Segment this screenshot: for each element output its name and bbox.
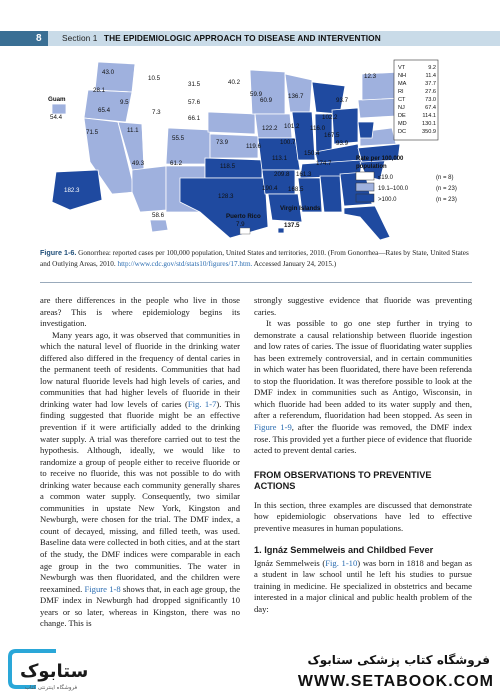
value-label: 66.1: [188, 115, 201, 122]
virgin-islands-block: [284, 222, 300, 229]
legend-label: >100.0: [378, 197, 397, 203]
region-pr: [240, 228, 250, 234]
svg-text:114.1: 114.1: [422, 113, 436, 119]
legend-swatch-high: [356, 194, 374, 202]
value-label: 58.6: [152, 212, 165, 219]
paragraph-text: ). This finding suggested that fluoride might be an effective prevention if it were artificially added to the drinking water supply. A trial was therefore carried out to test the hypothesis. Although, ideally, we would like to randomize a group of people either to receive fluoride or to receive no fluoride, this was not possible to do with drinking water because each community generally shares a common water supply. Consequently, two similar communities in upstate New York, Kingston and Newburgh, were chosen for the trial. The DMF index, a count of decayed, missing, and filled teeth, was used. Baseline data were collected in both cities, and at the start of the study, the DMF indices were comparable in each age group in the two communities. The water in Newburgh was then fluoridated, and the children were reexamined.: [40, 398, 240, 594]
value-label: 174.7: [316, 160, 332, 167]
legend-title: Rate per 100,000: [356, 156, 404, 162]
region-tx: [180, 178, 268, 238]
paragraph: strongly suggestive evidence that fluoride was preventing caries.: [254, 295, 472, 317]
paragraph: [40, 330, 240, 630]
section-heading: FROM OBSERVATIONS TO PREVENTIVE ACTIONS: [254, 469, 432, 492]
svg-text:67.4: 67.4: [425, 105, 436, 111]
value-label: 9.5: [120, 99, 129, 106]
caption-tail: Accessed January 24, 2015.): [253, 259, 337, 268]
map-legend: [356, 156, 457, 203]
footer-banner: [0, 645, 500, 700]
value-label: 161.3: [296, 171, 312, 178]
puerto-rico-label: Puerto Rico: [226, 213, 261, 220]
value-label: 12.3: [364, 73, 377, 80]
page-number: 8: [0, 31, 48, 46]
paragraph: [254, 318, 472, 457]
value-label: 136.7: [288, 93, 304, 100]
caption-link[interactable]: http://www.cdc.gov/std/stats10/figures/17.htm.: [117, 259, 253, 268]
caption-text: Gonorrhea: reported cases per 100,000 population, United States and territories, 2010. (From Gonorrhea—Rates by State, United States and Outlying Areas, 2010.: [40, 249, 469, 268]
chapter-title: THE EPIDEMIOLOGIC APPROACH TO DISEASE AND INTERVENTION: [103, 33, 381, 43]
svg-text:9.2: 9.2: [428, 65, 436, 71]
svg-text:37.7: 37.7: [425, 81, 436, 87]
value-label: 65.4: [98, 107, 111, 114]
legend-swatch-low: [356, 172, 374, 180]
svg-text:350.9: 350.9: [422, 129, 436, 135]
value-label: 102.2: [322, 114, 338, 121]
region-co: [166, 128, 210, 164]
value-label: 118.5: [220, 163, 236, 170]
value-label: 73.9: [216, 139, 229, 146]
svg-text:130.1: 130.1: [422, 121, 436, 127]
svg-text:73.0: 73.0: [425, 97, 436, 103]
value-label: 61.2: [170, 160, 183, 167]
svg-text:NJ: NJ: [398, 105, 405, 111]
value-label: 209.8: [274, 171, 290, 178]
svg-text:MA: MA: [398, 81, 407, 87]
figure-link[interactable]: Figure 1-8: [84, 583, 121, 594]
svg-text:11.4: 11.4: [425, 73, 436, 79]
store-name: فروشگاه کتاب پزشکی ستابوک: [307, 653, 490, 667]
gonorrhea-map-figure: [40, 52, 470, 242]
value-label: 93.7: [336, 97, 349, 104]
value-label: 31.5: [188, 81, 201, 88]
value-label: 113.1: [272, 155, 288, 162]
region-az: [132, 166, 166, 212]
value-label: 101.2: [284, 123, 300, 130]
value-label: 10.5: [148, 75, 161, 82]
value-label: 116.0: [310, 125, 326, 132]
value-label: 60.9: [260, 97, 273, 104]
legend-label: 19.1–100.0: [378, 186, 409, 192]
value-label: 57.6: [188, 99, 201, 106]
paragraph-text: , after the fluoride was removed, the DMF index rose. This provided yet a further piece of evidence that fluoride acted to prevent dental caries.: [254, 422, 472, 456]
legend-swatch-mid: [356, 183, 374, 191]
guam-label: Guam: [48, 96, 66, 103]
section-label: Section 1: [62, 33, 98, 43]
store-url[interactable]: WWW.SETABOOK.COM: [297, 673, 494, 690]
value-label: 122.2: [262, 125, 278, 132]
guam-value: 54.4: [50, 114, 63, 121]
value-label: 40.2: [228, 79, 241, 86]
subsection-heading: 1. Ignáz Semmelweis and Childbed Fever: [254, 545, 434, 556]
legend-count: (n = 8): [436, 175, 454, 181]
legend-title-2: population: [356, 164, 387, 170]
header-bar: [48, 31, 500, 46]
region-guam: [52, 104, 66, 114]
virgin-islands-value: 137.5: [284, 222, 300, 229]
region-fl: [344, 206, 390, 240]
value-label: 7.3: [152, 109, 161, 116]
small-states-table: [394, 60, 438, 140]
figure-label: Figure 1-6.: [40, 248, 77, 257]
paragraph-text: ) was born in 1818 and began as a student in law school until he left his studies to pursue training in medicine. He specialized in obstetrics and became interested in a major clinical and public health problem of the day:: [254, 557, 472, 614]
region-al: [320, 176, 342, 212]
svg-text:NH: NH: [398, 73, 407, 79]
value-label: 182.3: [64, 187, 80, 194]
region-sd: [208, 90, 250, 114]
paragraph-text: It was possible to go one step further in trying to demonstrate a causal relationship between fluoride ingestion and low rates of caries. The issue of fluoridating water supplies has been extremely controversial, and in certain communities in which water has been fluoridated, there have been referenda to stop the fluoridation. It was therefore possible to look at the DMF index in communities such as Antigo, Wisconsin, in which fluoride had been added to its water supply and then, after a referendum, fluoridation had been stopped. As seen in: [254, 318, 472, 421]
left-column: [40, 295, 240, 630]
region-ut: [142, 124, 168, 164]
running-header: [0, 31, 500, 46]
right-column: [254, 295, 472, 616]
svg-text:VT: VT: [398, 65, 406, 71]
value-label: 28.1: [93, 87, 106, 94]
paragraph-text: Many years ago, it was observed that communities in which the natural level of fluoride in the drinking water differed also differed in the frequency of dental caries in the permanent teeth of residents. Communities that had low natural fluoride levels had high levels of caries, and communities that had higher levels of fluoride in their drinking water had low levels of caries (: [40, 329, 240, 409]
svg-text:DC: DC: [398, 129, 407, 135]
region-ne: [208, 112, 255, 134]
figure-link[interactable]: Fig. 1-10: [325, 557, 358, 568]
value-label: 190.4: [262, 185, 278, 192]
us-map: [40, 52, 470, 242]
svg-text:RI: RI: [398, 89, 404, 95]
value-label: 119.6: [246, 143, 262, 150]
region-pa: [358, 98, 396, 118]
value-label: 167.5: [324, 132, 340, 139]
figure-link[interactable]: Figure 1-9: [254, 422, 292, 433]
value-label: 168.5: [288, 186, 304, 193]
legend-count: (n = 23): [436, 197, 457, 203]
puerto-rico-value: 7.9: [236, 221, 245, 228]
region-mt: [153, 64, 210, 100]
paragraph: are there differences in the people who live in those areas? This is where epidemiology begins its investigation.: [40, 295, 240, 329]
value-label: 128.3: [218, 193, 234, 200]
figure-caption: [40, 248, 472, 269]
paragraph-text: shows that, in each age group, the DMF index in Newburgh had dropped significantly 10 years or so later, whereas in Kingston, there was no change. This is: [40, 583, 241, 629]
caption-divider: [40, 282, 472, 283]
figure-link[interactable]: Fig. 1-7: [187, 398, 217, 409]
value-label: 11.1: [127, 127, 139, 134]
region-or: [84, 90, 132, 122]
logo-text: ستابوک: [20, 661, 89, 682]
value-label: 150.4: [304, 150, 320, 157]
legend-count: (n = 23): [436, 186, 457, 192]
svg-text:MD: MD: [398, 121, 407, 127]
value-label: 93.9: [336, 140, 349, 147]
paragraph-text: Ignáz Semmelweis (: [254, 557, 326, 568]
virgin-islands-label: Virgin Islands: [280, 205, 321, 212]
region-hi: [150, 220, 168, 232]
svg-text:CT: CT: [398, 97, 406, 103]
value-label: 43.0: [102, 69, 115, 76]
value-label: 55.5: [172, 135, 185, 142]
value-label: 71.5: [86, 129, 99, 136]
legend-label: ≤19.0: [378, 175, 393, 181]
paragraph: [254, 558, 472, 616]
svg-text:27.6: 27.6: [425, 89, 436, 95]
value-label: 100.7: [280, 139, 296, 146]
region-wv: [358, 122, 374, 138]
logo-tagline: فروشگاه اینترنتی کتاب: [24, 685, 78, 691]
paragraph: In this section, three examples are discussed that demonstrate how epidemiologic observations have led to effective preventive measures in human populations.: [254, 499, 472, 533]
value-label: 59.9: [250, 91, 263, 98]
value-label: 49.3: [132, 160, 145, 167]
svg-text:DE: DE: [398, 113, 406, 119]
